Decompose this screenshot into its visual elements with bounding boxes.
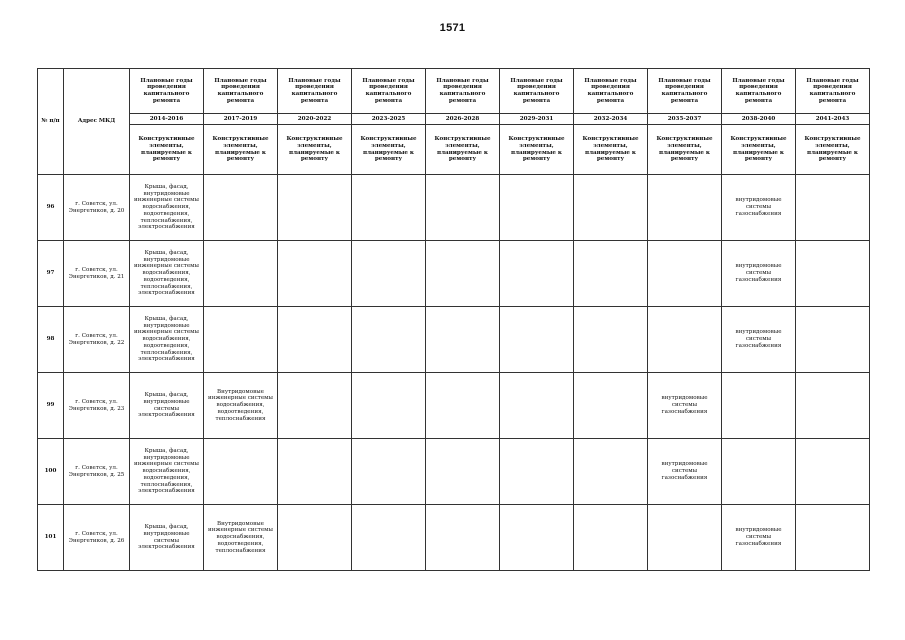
work-cell [426,373,500,439]
work-cell [204,307,278,373]
work-cell [648,175,722,241]
header-plan-label: Плановые годы проведения капитального ремонта [722,69,796,114]
work-cell: Крыша, фасад, внутридомовые системы электроснабжения [130,373,204,439]
work-cell [796,241,870,307]
work-cell [500,307,574,373]
work-cell [574,439,648,505]
row-address: г. Советск, ул. Энергетиков, д. 25 [64,439,130,505]
work-cell [796,307,870,373]
table-header [38,69,870,175]
work-cell [204,241,278,307]
work-cell: внутридомовые системы газоснабжения [722,505,796,571]
row-address: г. Советск, ул. Энергетиков, д. 26 [64,505,130,571]
header-years: 2020-2022 [278,114,352,125]
work-cell [278,307,352,373]
header-plan-label: Плановые годы проведения капитального ремонта [426,69,500,114]
header-row-plan [38,69,870,114]
work-cell [204,175,278,241]
header-plan-label: Плановые годы проведения капитального ремонта [204,69,278,114]
work-cell [722,439,796,505]
header-years: 2038-2040 [722,114,796,125]
table-body [38,175,870,571]
header-plan-label: Плановые годы проведения капитального ремонта [278,69,352,114]
header-plan-label: Плановые годы проведения капитального ремонта [796,69,870,114]
work-cell [278,241,352,307]
work-cell [278,175,352,241]
work-cell [796,373,870,439]
header-elements-label: Конструктивные элементы, планируемые к ремонту [500,125,574,175]
work-cell [352,307,426,373]
work-cell [574,175,648,241]
work-cell: Крыша, фасад, внутридомовые инженерные системы водоснабжения, водоотведения, теплоснабжения, электроснабжения [130,175,204,241]
header-elements-label: Конструктивные элементы, планируемые к ремонту [130,125,204,175]
header-elements-label: Конструктивные элементы, планируемые к ремонту [574,125,648,175]
row-number: 97 [38,241,64,307]
header-address: Адрес МКД [64,69,130,175]
row-address: г. Советск, ул. Энергетиков, д. 23 [64,373,130,439]
work-cell [352,439,426,505]
table-row [38,241,870,307]
header-row-years [38,114,870,125]
work-cell: Крыша, фасад, внутридомовые инженерные системы водоснабжения, водоотведения, теплоснабжения, электроснабжения [130,439,204,505]
header-number: № п/п [38,69,64,175]
row-number: 99 [38,373,64,439]
work-cell [426,241,500,307]
work-cell [500,373,574,439]
work-cell: Крыша, фасад, внутридомовые инженерные системы водоснабжения, водоотведения, теплоснабжения, электроснабжения [130,241,204,307]
work-cell: внутридомовые системы газоснабжения [722,175,796,241]
header-row-elements [38,125,870,175]
work-cell: Внутридомовые инженерные системы водоснабжения, водоотведения, теплоснабжения [204,373,278,439]
header-elements-label: Конструктивные элементы, планируемые к ремонту [648,125,722,175]
header-plan-label: Плановые годы проведения капитального ремонта [648,69,722,114]
work-cell [426,307,500,373]
work-cell [796,505,870,571]
work-cell: внутридомовые системы газоснабжения [648,439,722,505]
work-cell [574,307,648,373]
work-cell [574,241,648,307]
work-cell: Крыша, фасад, внутридомовые инженерные системы водоснабжения, водоотведения, теплоснабжения, электроснабжения [130,307,204,373]
work-cell [278,439,352,505]
header-years: 2014-2016 [130,114,204,125]
header-elements-label: Конструктивные элементы, планируемые к ремонту [278,125,352,175]
capital-repair-table [37,68,870,571]
work-cell [500,505,574,571]
work-cell [796,439,870,505]
work-cell [500,439,574,505]
work-cell [648,241,722,307]
header-elements-label: Конструктивные элементы, планируемые к ремонту [426,125,500,175]
row-number: 98 [38,307,64,373]
row-address: г. Советск, ул. Энергетиков, д. 20 [64,175,130,241]
table-row [38,307,870,373]
table-row [38,439,870,505]
row-number: 96 [38,175,64,241]
header-plan-label: Плановые годы проведения капитального ремонта [352,69,426,114]
row-address: г. Советск, ул. Энергетиков, д. 22 [64,307,130,373]
work-cell [352,241,426,307]
work-cell [352,175,426,241]
header-elements-label: Конструктивные элементы, планируемые к ремонту [796,125,870,175]
header-plan-label: Плановые годы проведения капитального ремонта [500,69,574,114]
header-years: 2026-2028 [426,114,500,125]
header-years: 2032-2034 [574,114,648,125]
work-cell: Внутридомовые инженерные системы водоснабжения, водоотведения, теплоснабжения [204,505,278,571]
header-elements-label: Конструктивные элементы, планируемые к ремонту [722,125,796,175]
work-cell: внутридомовые системы газоснабжения [722,307,796,373]
header-plan-label: Плановые годы проведения капитального ремонта [574,69,648,114]
row-address: г. Советск, ул. Энергетиков, д. 21 [64,241,130,307]
header-years: 2017-2019 [204,114,278,125]
work-cell [500,175,574,241]
table-row [38,505,870,571]
work-cell [352,505,426,571]
table-row [38,373,870,439]
work-cell [500,241,574,307]
header-years: 2023-2025 [352,114,426,125]
header-plan-label: Плановые годы проведения капитального ремонта [130,69,204,114]
work-cell [278,373,352,439]
work-cell: внутридомовые системы газоснабжения [722,241,796,307]
header-elements-label: Конструктивные элементы, планируемые к ремонту [352,125,426,175]
work-cell: внутридомовые системы газоснабжения [648,373,722,439]
work-cell: Крыша, фасад, внутридомовые системы электроснабжения [130,505,204,571]
work-cell [574,505,648,571]
work-cell [648,505,722,571]
work-cell [574,373,648,439]
header-years: 2041-2043 [796,114,870,125]
page-number: 1571 [439,22,466,34]
work-cell [352,373,426,439]
work-cell [648,307,722,373]
work-cell [278,505,352,571]
header-years: 2029-2031 [500,114,574,125]
row-number: 100 [38,439,64,505]
table-row [38,175,870,241]
work-cell [796,175,870,241]
header-years: 2035-2037 [648,114,722,125]
work-cell [722,373,796,439]
work-cell [426,505,500,571]
work-cell [204,439,278,505]
work-cell [426,439,500,505]
header-elements-label: Конструктивные элементы, планируемые к ремонту [204,125,278,175]
work-cell [426,175,500,241]
row-number: 101 [38,505,64,571]
